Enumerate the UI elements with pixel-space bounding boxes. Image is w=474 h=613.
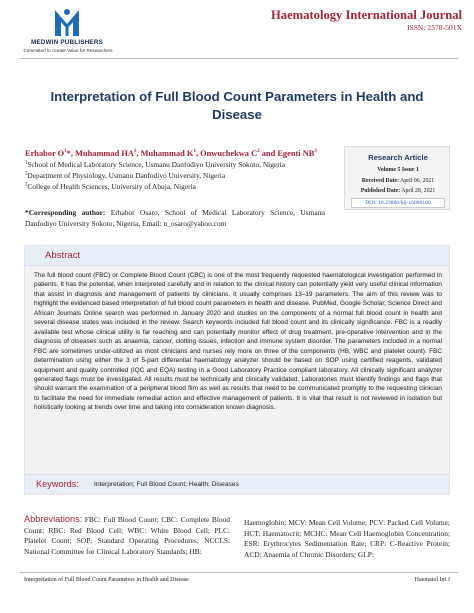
affiliation-number: 3 [25, 182, 28, 188]
abbreviations-column-right: Haemoglobin; MCV: Mean Cell Volume; PCV: Packed Cell Volume; HCT: Haematocrit; MCHC: Mean Cell Haemoglobin Concentration; ESR: Erythrocytes Sedimentation Rate; CRP: C-Reactive Protein; ACD: Anaemia of Chronic Disorders; GLP: [244, 518, 450, 559]
published-value: April 28, 2021 [400, 188, 436, 194]
received-date [345, 178, 451, 184]
header-divider [20, 58, 458, 59]
affiliation-text: College of Health Sciences, University of Abuja, Nigeria [27, 182, 196, 191]
author-name[interactable]: Muhammad HA [75, 149, 134, 158]
article-title [24, 88, 450, 124]
affiliation-text: Department of Physiology, Usmanu Danfodiyo University, Nigeria [27, 171, 226, 180]
keywords-label: Keywords: [36, 479, 79, 489]
abstract-text: The full blood count (FBC) or Complete Blood Count (CBC) is one of the most frequently requested haematological investigation performed in patients. It has the potential, when interpreted carefully and in relation to the clinical history can potentially yield very useful clinical information that assist in diagnosis and management of patients by clinicians. It usually comprises 13–19 parameters. The aim of this review was to highlight the evidenced based interpretation of full blood count parameters in health and disease. PubMed, Google Scholar, Science Direct and African Journals Online search was performed in January 2020 and studies on the components of a normal full blood count in health and several disease states was included in the review. Search keywords included full blood count and its clinically significance. FBC is a readily available test whose clinical utility is far reaching and can potentially monitor effect of drug treatment, pre-operative intervention and in the diagnosis of diseases such as anaemia, cancer, clotting issues, infection and immune system disorder. The parameters included in a normal FBC are sometimes under-utilized as most clinicians and nurses rely more on three of the components (HB, WBC and platelet count). FBC determination using either the 3 of 5-part differential haematology analyzer should be based on SOP using certified reagents, validated equipment and quality controlled (IQC and EQA) testing in a Good Laboratory Practice compliant laboratory. All clinically significant analyzer generated flags must be investigated. All results must be technically and clinically validated. Laboratories must identify findings and flags that should warrant the examination of a peripheral blood film as well as results that need to be communicated promptly to the requesting clinician to facilitate the need for immediate remedial action and effective management of patients. It is vital that result is not reviewed in isolation but holistically looking at trends over time and taking into consideration known diagnosis. [34, 272, 442, 412]
page-header [0, 0, 474, 62]
publisher-name: MEDWIN PUBLISHERS [31, 39, 103, 46]
corresponding-author [25, 207, 325, 229]
received-label: Received Date: [361, 178, 400, 184]
publisher-tagline: Committed to Create Value for Researchers [23, 48, 113, 53]
affiliation-item [25, 182, 196, 191]
author-separator: , [136, 149, 141, 158]
author-affiliation-mark: 1 [193, 149, 196, 155]
keywords-bar [25, 474, 449, 494]
article-title-line-1: Interpretation of Full Blood Count Parameters in Health and [50, 89, 424, 104]
author-affiliation-mark: 2 [257, 149, 260, 155]
publisher-logo[interactable] [22, 6, 112, 54]
doi-link[interactable]: DOI: 10.23880/hij-16000180 [351, 198, 445, 208]
abbreviations-text-left: FBC: Full Blood Count; CBC: Complete Blood Count; RBC: Red Blood Cell; WBC: White Blood Cell; PLC: Platelet Count; SOP: Standard Operating Procedures; NCCLS: National Committee for Clinical Laboratory Standards; HB: [24, 515, 230, 556]
article-title-line-2: Disease [212, 107, 262, 122]
received-value: April 06, 2021 [399, 178, 435, 184]
footer-article-title: Interpretation of Full Blood Count Parameters in Health and Disease [24, 577, 189, 583]
author-separator: and [259, 149, 278, 158]
volume-issue: Volume 5 Issue 1 [377, 167, 419, 173]
abstract-heading: Abstract [45, 250, 81, 261]
footer-divider [20, 572, 458, 573]
author-affiliation-mark: 1 [133, 149, 137, 155]
author-separator: , [195, 149, 201, 158]
published-date [345, 188, 451, 194]
author-affiliation-mark: 3 [314, 149, 317, 155]
author-name[interactable]: Muhammad K [140, 149, 194, 158]
article-type: Research Article [368, 153, 428, 162]
article-info-box [344, 146, 450, 210]
corresponding-label: *Corresponding author: [25, 208, 106, 217]
keywords-value: Interpretation; Full Blood Count; Health; Diseases [94, 481, 239, 488]
abstract-header [25, 246, 449, 266]
affiliation-text: School of Medical Laboratory Science, Usmanu Danfodiyo University Sokoto, Nigeria [27, 160, 285, 169]
affiliation-item [25, 171, 225, 180]
author-affiliation-mark: 1 [64, 149, 67, 155]
affiliation-item [25, 160, 285, 169]
abstract-box [24, 245, 450, 495]
logo-icon [52, 6, 82, 38]
author-name[interactable]: Erhabor O [25, 149, 65, 158]
abbreviations-column-left [24, 514, 230, 557]
journal-issn: ISSN: 2578-501X [406, 23, 462, 32]
journal-name[interactable]: Haematology International Journal [270, 8, 462, 22]
corresponding-text: Erhabor Osaro, School of Medical Laboratory Science, Usmanu Danfodiyo University Sokoto, Nigeria, Email: n_osaro@yahoo.com [25, 208, 326, 229]
author-name[interactable]: Egenti NB [277, 149, 315, 158]
published-label: Published Date: [360, 188, 401, 194]
author-name[interactable]: Onwuchekwa C [200, 149, 258, 158]
affiliation-number: 2 [25, 171, 28, 177]
abbreviations-label: Abbreviations: [24, 514, 83, 524]
author-list [25, 149, 317, 158]
author-separator: *, [66, 149, 76, 158]
affiliation-number: 1 [25, 160, 28, 166]
footer-journal-abbrev: Haematol Int J [414, 577, 450, 583]
